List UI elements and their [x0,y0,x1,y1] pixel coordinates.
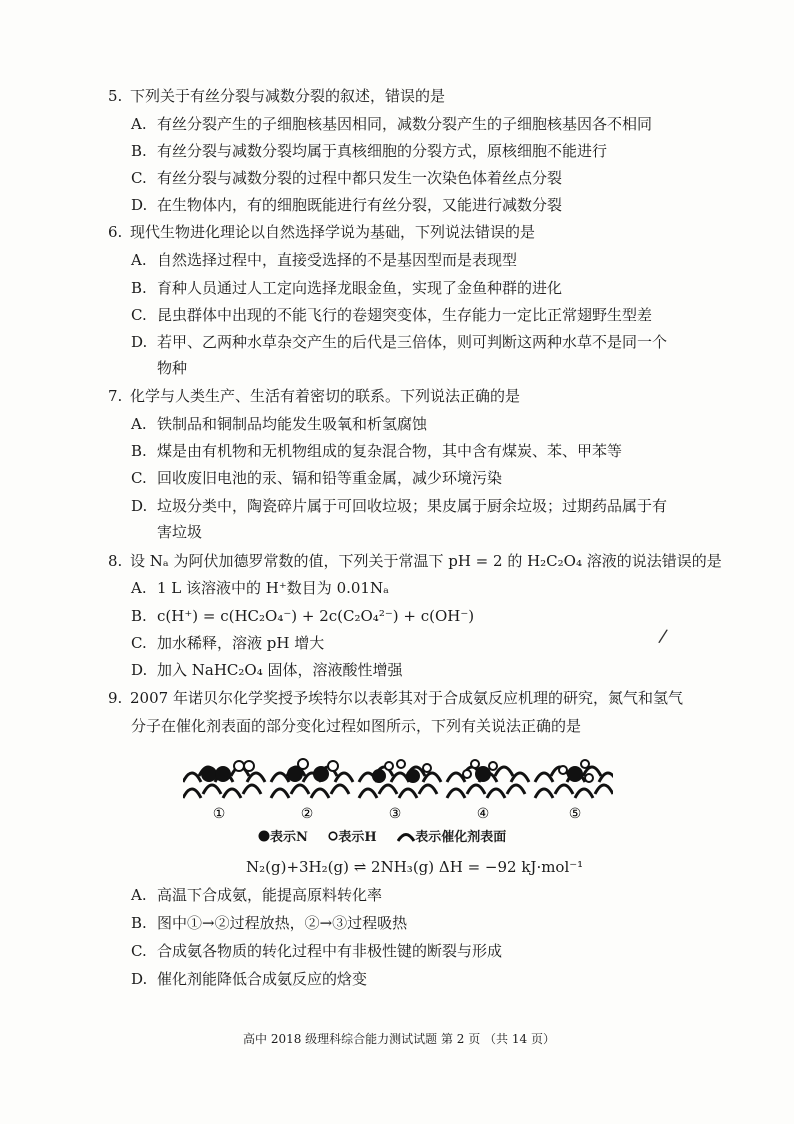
option-text: 煤是由有机物和无机物组成的复杂混合物，其中含有煤炭、苯、甲苯等 [157,442,623,460]
question-6-stem [108,222,708,242]
nitrogen-atom-icon [258,830,270,842]
option-text: 高温下合成氨，能提高原料转化率 [157,886,383,904]
step-2 [271,759,353,798]
q5-option-d [131,195,721,215]
option-text: 图中①→②过程放热，②→③过程吸热 [157,914,408,932]
option-text: 回收废旧电池的汞、镉和铅等重金属，减少环境污染 [157,469,503,487]
question-number: 8. [108,552,123,570]
diagram-legend [258,826,522,845]
q8-option-b [131,606,721,626]
option-text: 育种人员通过人工定向选择龙眼金鱼，实现了金鱼种群的进化 [157,279,563,297]
option-text: 铁制品和铜制品均能发生吸氧和析氢腐蚀 [157,415,428,433]
q7-option-d [131,496,721,516]
option-letter: D. [131,661,148,679]
question-number: 9. [108,689,123,707]
option-letter: C. [131,634,147,652]
question-text: 现代生物进化理论以自然选择学说为基础，下列说法错误的是 [130,223,536,241]
question-number: 7. [108,387,123,405]
option-text: 加水稀释，溶液 pH 增大 [157,634,325,652]
question-7-stem [108,386,708,406]
option-letter: D. [131,333,148,351]
option-letter: C. [131,942,147,960]
option-text: 有丝分裂与减数分裂均属于真核细胞的分裂方式，原核细胞不能进行 [157,142,608,160]
option-text: 在生物体内，有的细胞既能进行有丝分裂，又能进行减数分裂 [157,196,563,214]
question-text: 下列关于有丝分裂与减数分裂的叙述，错误的是 [130,87,446,105]
step-label-3: ③ [388,806,402,822]
q7-option-c [131,468,721,488]
option-letter: B. [131,442,147,460]
option-text: c(H⁺) = c(HC₂O₄⁻) + 2c(C₂O₄²⁻) + c(OH⁻) [157,607,475,625]
reaction-equation: N₂(g)+3H₂(g) ⇌ 2NH₃(g) ΔH = −92 kJ·mol⁻¹ [246,858,584,876]
step-label-2: ② [300,806,314,822]
hydrogen-atom-icon [328,831,338,841]
option-letter: A. [131,886,147,904]
q5-option-b [131,141,721,161]
option-letter: B. [131,279,147,297]
option-text: 有丝分裂与减数分裂的过程中都只发生一次染色体着丝点分裂 [157,169,563,187]
option-letter: A. [131,115,147,133]
q6-option-b [131,278,721,298]
step-4 [447,760,529,798]
catalyst-surface-icon [397,830,415,842]
q7-option-b [131,441,721,461]
q8-option-a [131,578,721,598]
option-letter: C. [131,469,147,487]
option-text: 催化剂能降低合成氨反应的焓变 [157,970,368,988]
pen-mark: / [657,625,669,648]
q8-option-c [131,633,721,653]
option-text: 加入 NaHC₂O₄ 固体，溶液酸性增强 [157,661,403,679]
q5-option-a [131,114,721,134]
step-label-1: ① [212,806,226,822]
option-letter: D. [131,970,148,988]
q7-option-a [131,414,721,434]
q9-option-d [131,969,721,989]
q8-option-d [131,660,721,680]
question-text: 2007 年诺贝尔化学奖授予埃特尔以表彰其对于合成氨反应机理的研究，氮气和氢气 [130,689,683,707]
question-9-stem-continuation: 分子在催化剂表面的部分变化过程如图所示，下列有关说法正确的是 [131,717,582,735]
question-5-stem [108,86,708,106]
question-text: 设 Nₐ 为阿伏加德罗常数的值，下列关于常温下 pH = 2 的 H₂C₂O₄ 溶液的说法错误的是 [130,552,722,570]
step-3 [359,760,441,798]
q6-option-d [131,332,721,352]
option-letter: C. [131,169,147,187]
q6-option-c [131,305,721,325]
q9-option-c [131,941,721,961]
page-footer: 高中 2018 级理科综合能力测试试题 第 2 页 （共 14 页） [243,1032,555,1046]
legend-surface: 表示催化剂表面 [397,830,514,845]
option-text: 有丝分裂产生的子细胞核基因相同，减数分裂产生的子细胞核基因各不相同 [157,115,653,133]
q6-option-a [131,250,721,270]
option-letter: D. [131,196,148,214]
step-5 [535,760,613,798]
option-letter: B. [131,914,147,932]
option-text: 垃圾分类中，陶瓷碎片属于可回收垃圾；果皮属于厨余垃圾；过期药品属于有 [157,497,668,515]
option-letter: B. [131,142,147,160]
option-letter: D. [131,497,148,515]
step-label-4: ④ [476,806,490,822]
option-letter: B. [131,607,147,625]
q5-option-c [131,168,721,188]
legend-n: 表示N [258,830,320,845]
option-text: 自然选择过程中，直接受选择的不是基因型而是表现型 [157,251,518,269]
q6-option-d-continuation: 物种 [157,359,188,377]
option-text: 1 L 该溶液中的 H⁺数目为 0.01Nₐ [157,579,389,597]
step-1 [183,761,265,798]
q9-option-a [131,885,721,905]
question-9-stem [108,688,708,708]
option-letter: A. [131,415,147,433]
option-text: 若甲、乙两种水草杂交产生的后代是三倍体，则可判断这两种水草不是同一个 [157,333,668,351]
question-8-stem [108,551,722,571]
question-number: 6. [108,223,123,241]
q9-option-b [131,913,721,933]
question-number: 5. [108,87,123,105]
question-text: 化学与人类生产、生活有着密切的联系。下列说法正确的是 [130,387,521,405]
catalyst-surface-diagram [183,752,613,822]
option-letter: A. [131,251,147,269]
option-text: 合成氨各物质的转化过程中有非极性键的断裂与形成 [157,942,503,960]
option-text: 昆虫群体中出现的不能飞行的卷翅突变体，生存能力一定比正常翅野生型差 [157,306,653,324]
legend-h: 表示H [328,830,389,845]
q7-option-d-continuation: 害垃圾 [157,523,203,541]
step-label-5: ⑤ [568,806,582,822]
option-letter: A. [131,579,147,597]
option-letter: C. [131,306,147,324]
